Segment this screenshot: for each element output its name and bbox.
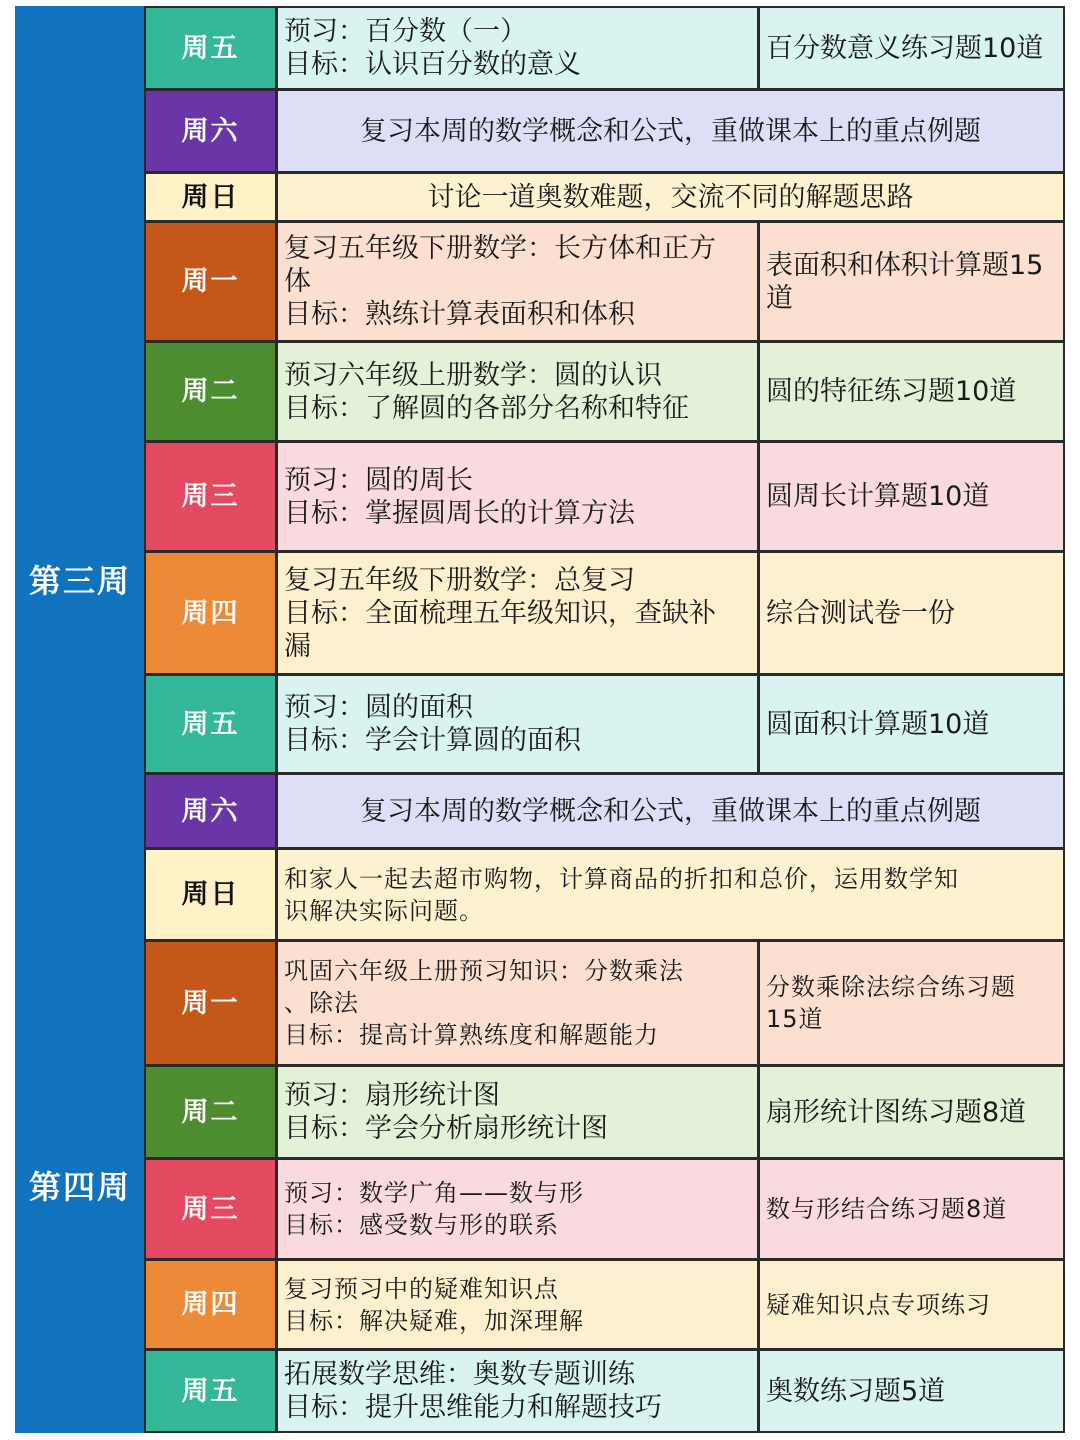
task-cell-merged: 复习本周的数学概念和公式，重做课本上的重点例题 [276, 773, 1065, 849]
task-cell-merged: 和家人一起去超市购物，计算商品的折扣和总价，运用数学知 识解决实际问题。 [276, 848, 1065, 941]
task-cell-merged: 复习本周的数学概念和公式，重做课本上的重点例题 [276, 89, 1065, 173]
day-cell: 周五 [144, 674, 277, 774]
day-cell: 周二 [144, 341, 277, 442]
task-cell: 预习：圆的面积 目标：学会计算圆的面积 [276, 674, 759, 774]
practice-cell: 表面积和体积计算题15 道 [758, 221, 1065, 342]
task-cell: 拓展数学思维：奥数专题训练 目标：提升思维能力和解题技巧 [276, 1349, 759, 1433]
day-cell: 周日 [144, 172, 277, 222]
task-cell-merged: 讨论一道奥数难题，交流不同的解题思路 [276, 172, 1065, 222]
task-cell: 预习：圆的周长 目标：掌握圆周长的计算方法 [276, 441, 759, 552]
task-cell: 预习：百分数（一） 目标：认识百分数的意义 [276, 6, 759, 90]
day-cell: 周五 [144, 6, 277, 90]
practice-cell: 分数乘除法综合练习题 15道 [758, 940, 1065, 1066]
week-label-3: 第三周 [15, 221, 145, 941]
practice-cell: 数与形结合练习题8道 [758, 1158, 1065, 1260]
day-cell: 周二 [144, 1065, 277, 1159]
practice-cell: 圆面积计算题10道 [758, 674, 1065, 774]
practice-cell: 疑难知识点专项练习 [758, 1259, 1065, 1350]
week-label-prev [15, 6, 145, 221]
task-cell: 预习六年级上册数学：圆的认识 目标：了解圆的各部分名称和特征 [276, 341, 759, 442]
practice-cell: 圆的特征练习题10道 [758, 341, 1065, 442]
task-cell: 预习：数学广角——数与形 目标：感受数与形的联系 [276, 1158, 759, 1260]
week-label-4: 第四周 [15, 941, 145, 1433]
day-cell: 周六 [144, 89, 277, 173]
practice-cell: 圆周长计算题10道 [758, 441, 1065, 552]
practice-cell: 扇形统计图练习题8道 [758, 1065, 1065, 1159]
practice-cell: 综合测试卷一份 [758, 551, 1065, 675]
day-cell: 周五 [144, 1349, 277, 1433]
day-cell: 周四 [144, 551, 277, 675]
task-cell: 巩固六年级上册预习知识：分数乘法 、除法 目标：提高计算熟练度和解题能力 [276, 940, 759, 1066]
task-cell: 复习五年级下册数学：总复习 目标：全面梳理五年级知识，查缺补 漏 [276, 551, 759, 675]
day-cell: 周一 [144, 940, 277, 1066]
task-cell: 复习五年级下册数学：长方体和正方 体 目标：熟练计算表面积和体积 [276, 221, 759, 342]
day-cell: 周四 [144, 1259, 277, 1350]
task-cell: 预习：扇形统计图 目标：学会分析扇形统计图 [276, 1065, 759, 1159]
day-cell: 周三 [144, 441, 277, 552]
practice-cell: 奥数练习题5道 [758, 1349, 1065, 1433]
day-cell: 周六 [144, 773, 277, 849]
day-cell: 周三 [144, 1158, 277, 1260]
day-cell: 周一 [144, 221, 277, 342]
day-cell: 周日 [144, 848, 277, 941]
task-cell: 复习预习中的疑难知识点 目标：解决疑难，加深理解 [276, 1259, 759, 1350]
practice-cell: 百分数意义练习题10道 [758, 6, 1065, 90]
